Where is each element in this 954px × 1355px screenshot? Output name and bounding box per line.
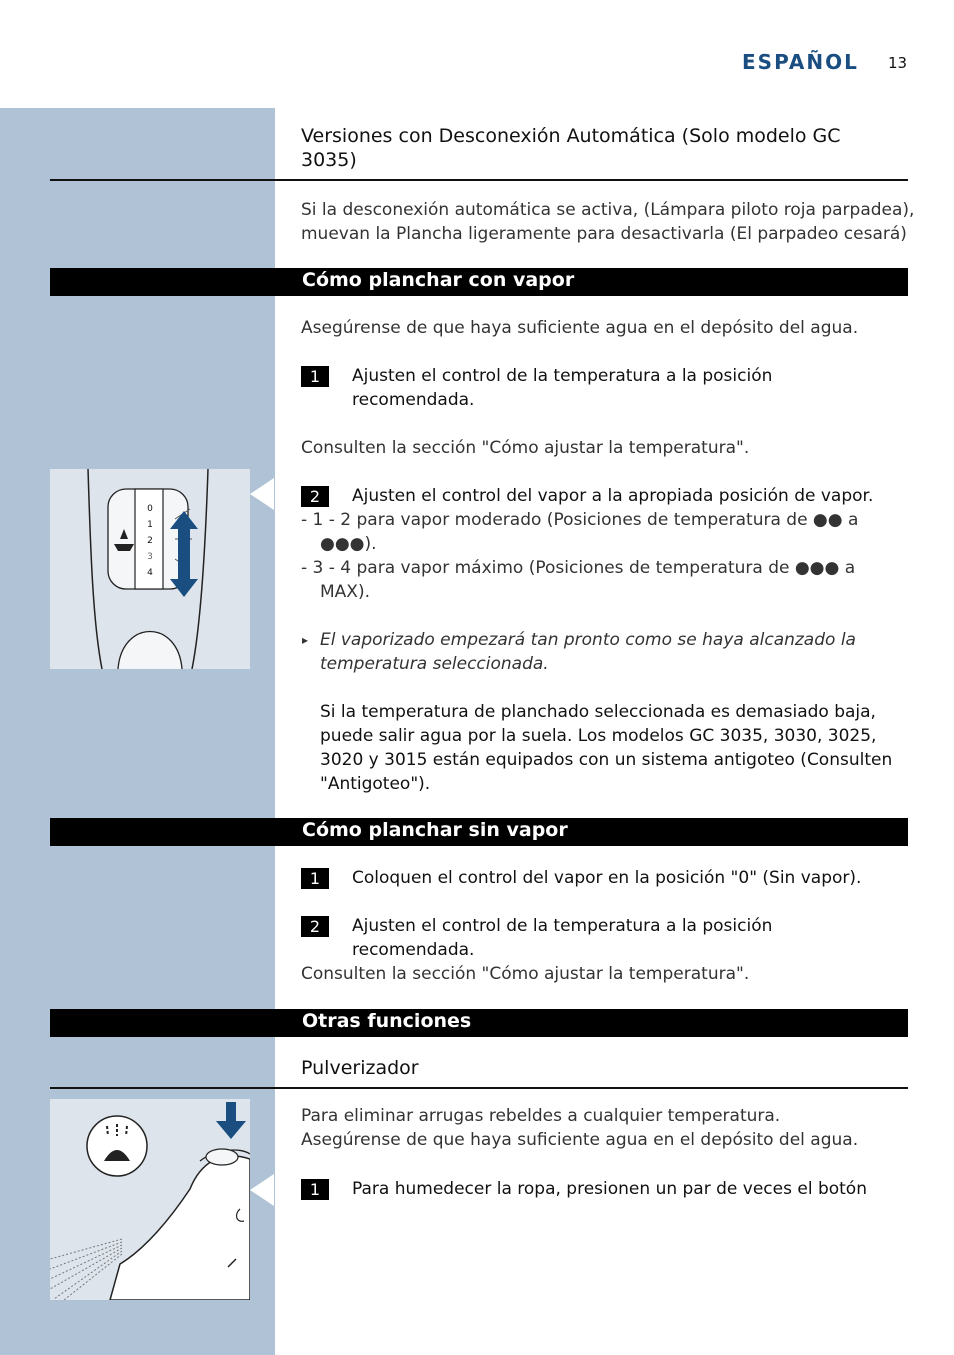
steam-step1-line2: recomendada. (352, 390, 475, 410)
steam-result-line1: El vaporizado empezará tan pronto como se haya alcanzado la (320, 630, 856, 650)
dial-label: 3 (147, 552, 153, 562)
steam-note-line3: 3020 y 3015 están equipados con un sistema antigoteo (Consulten (320, 750, 893, 770)
auto-off-body-line2: muevan la Plancha ligeramente para desactivarla (El parpadeo cesará) (301, 224, 907, 244)
auto-off-body-line1: Si la desconexión automática se activa, (Lámpara piloto roja parpadea), (301, 200, 915, 220)
spray-drawing (50, 1099, 250, 1300)
dial-label: 0 (147, 504, 153, 514)
dry-heading: Cómo planchar sin vapor (302, 819, 568, 841)
steam-bullet1-line1: - 1 - 2 para vapor moderado (Posiciones de temperatura de ●● a (301, 510, 859, 530)
figure-pointer (250, 1174, 274, 1206)
steam-consult: Consulten la sección "Cómo ajustar la temperatura". (301, 438, 750, 458)
auto-off-title-line2: 3035) (301, 149, 357, 171)
steam-intro: Asegúrense de que haya suficiente agua en el depósito del agua. (301, 318, 859, 338)
step-number-badge: 1 (301, 868, 329, 889)
spray-line1: Para eliminar arrugas rebeldes a cualquier temperatura. (301, 1106, 781, 1126)
steam-note-line1: Si la temperatura de planchado seleccionada es demasiado baja, (320, 702, 876, 722)
steam-heading: Cómo planchar con vapor (302, 269, 575, 291)
steam-step1-line1: Ajusten el control de la temperatura a la posición (352, 366, 773, 386)
auto-off-title-line1: Versiones con Desconexión Automática (Solo modelo GC (301, 125, 841, 147)
dry-step2-line2: recomendada. (352, 940, 475, 960)
language-label: ESPAÑOL (742, 50, 859, 74)
press-arrow-icon (216, 1102, 246, 1139)
spray-illustration (50, 1099, 250, 1300)
steam-bullet2-line2: MAX). (320, 582, 370, 602)
spray-step1-text: Para humedecer la ropa, presionen un par de veces el botón (352, 1179, 867, 1199)
dial-label: 4 (147, 568, 153, 578)
step-number-badge: 1 (301, 1179, 329, 1200)
steam-bullet2-line1: - 3 - 4 para vapor máximo (Posiciones de temperatura de ●●● a (301, 558, 856, 578)
section-rule (50, 1087, 908, 1089)
spray-line2: Asegúrense de que haya suficiente agua en el depósito del agua. (301, 1130, 859, 1150)
dry-step1-text: Coloquen el control del vapor en la posición "0" (Sin vapor). (352, 868, 862, 888)
dial-label: 1 (147, 520, 153, 530)
step-number-badge: 1 (301, 366, 329, 387)
spray-subtitle: Pulverizador (301, 1057, 419, 1079)
steam-step2-line1: Ajusten el control del vapor a la apropiada posición de vapor. (352, 486, 874, 506)
page-number: 13 (888, 54, 908, 72)
dial-label: 2 (147, 536, 153, 546)
steam-result-line2: temperatura seleccionada. (320, 654, 549, 674)
figure-pointer (250, 478, 274, 510)
other-heading: Otras funciones (302, 1010, 472, 1032)
step-number-badge: 2 (301, 916, 329, 937)
dry-consult: Consulten la sección "Cómo ajustar la temperatura". (301, 964, 750, 984)
other-heading-bar (50, 1009, 908, 1037)
steam-note-line4: "Antigoteo"). (320, 774, 431, 794)
steam-bullet1-line2: ●●●). (320, 534, 377, 554)
steam-note-line2: puede salir agua por la suela. Los modelos GC 3035, 3030, 3025, (320, 726, 877, 746)
section-rule (50, 179, 908, 181)
step-number-badge: 2 (301, 486, 329, 507)
dry-step2-line1: Ajusten el control de la temperatura a la posición (352, 916, 773, 936)
steam-control-illustration (50, 469, 250, 669)
result-marker-icon: ▸ (302, 633, 309, 647)
dry-heading-bar (50, 818, 908, 846)
steam-heading-bar (50, 268, 908, 296)
